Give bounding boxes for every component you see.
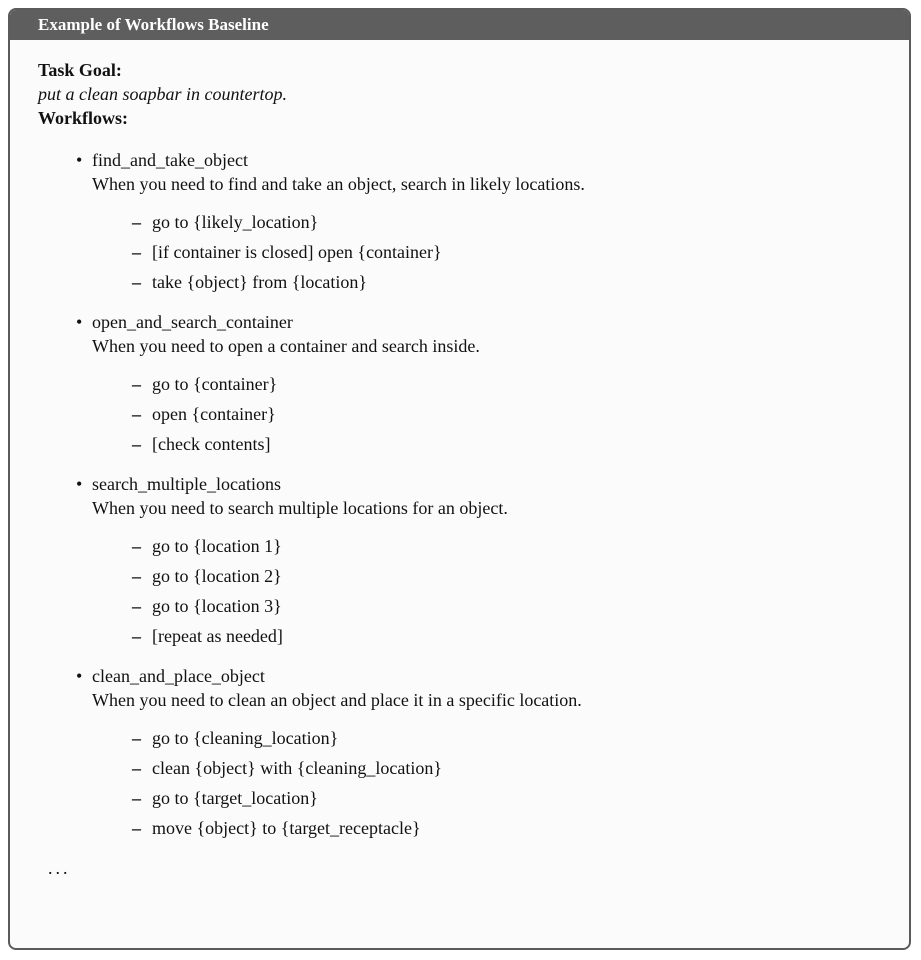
task-goal-label: Task Goal: (38, 60, 122, 80)
step-text: [repeat as needed] (152, 626, 283, 646)
workflow-name: • clean_and_place_object (92, 666, 265, 686)
workflow-steps (92, 210, 909, 294)
workflow-step (132, 624, 909, 648)
workflow-step (132, 534, 909, 558)
step-text: move {object} to {target_receptacle} (152, 818, 421, 838)
workflow-steps (92, 726, 909, 840)
workflow-item (76, 310, 909, 456)
workflow-description: When you need to search multiple locations for an object. (92, 498, 508, 518)
step-text: take {object} from {location} (152, 272, 367, 292)
step-text: go to {location 1} (152, 536, 282, 556)
workflow-step (132, 756, 909, 780)
step-text: [check contents] (152, 434, 271, 454)
dash-marker: – (132, 212, 141, 232)
dash-marker: – (132, 536, 141, 556)
workflow-step (132, 432, 909, 456)
dash-marker: – (132, 404, 141, 424)
box-body (10, 40, 909, 880)
workflow-name: • find_and_take_object (92, 150, 248, 170)
workflow-step (132, 372, 909, 396)
workflow-step (132, 816, 909, 840)
workflow-list (38, 148, 909, 840)
step-text: open {container} (152, 404, 276, 424)
step-text: [if container is closed] open {container} (152, 242, 442, 262)
step-text: go to {likely_location} (152, 212, 319, 232)
dash-marker: – (132, 818, 141, 838)
dash-marker: – (132, 728, 141, 748)
workflow-description: When you need to clean an object and place it in a specific location. (92, 690, 582, 710)
dash-marker: – (132, 596, 141, 616)
workflow-description: When you need to open a container and search inside. (92, 336, 480, 356)
workflow-step (132, 786, 909, 810)
dash-marker: – (132, 242, 141, 262)
step-text: go to {location 3} (152, 596, 282, 616)
ellipsis: ... (48, 858, 71, 878)
step-text: go to {cleaning_location} (152, 728, 339, 748)
step-text: go to {location 2} (152, 566, 282, 586)
dash-marker: – (132, 566, 141, 586)
workflow-item (76, 472, 909, 648)
workflow-item (76, 148, 909, 294)
dash-marker: – (132, 374, 141, 394)
workflow-step (132, 726, 909, 750)
workflow-step (132, 240, 909, 264)
workflow-step (132, 594, 909, 618)
task-goal-text: put a clean soapbar in countertop. (38, 84, 287, 104)
workflow-step (132, 402, 909, 426)
workflow-description: When you need to find and take an object, search in likely locations. (92, 174, 585, 194)
workflow-item (76, 664, 909, 840)
workflow-steps (92, 372, 909, 456)
step-text: clean {object} with {cleaning_location} (152, 758, 442, 778)
workflow-steps (92, 534, 909, 648)
workflows-example-box (8, 8, 911, 950)
box-title: Example of Workflows Baseline (10, 10, 909, 40)
workflow-step (132, 564, 909, 588)
workflow-step (132, 210, 909, 234)
workflow-step (132, 270, 909, 294)
dash-marker: – (132, 272, 141, 292)
step-text: go to {container} (152, 374, 278, 394)
dash-marker: – (132, 758, 141, 778)
step-text: go to {target_location} (152, 788, 318, 808)
dash-marker: – (132, 626, 141, 646)
workflows-label: Workflows: (38, 108, 128, 128)
dash-marker: – (132, 788, 141, 808)
dash-marker: – (132, 434, 141, 454)
workflow-name: • search_multiple_locations (92, 474, 281, 494)
workflow-name: • open_and_search_container (92, 312, 293, 332)
